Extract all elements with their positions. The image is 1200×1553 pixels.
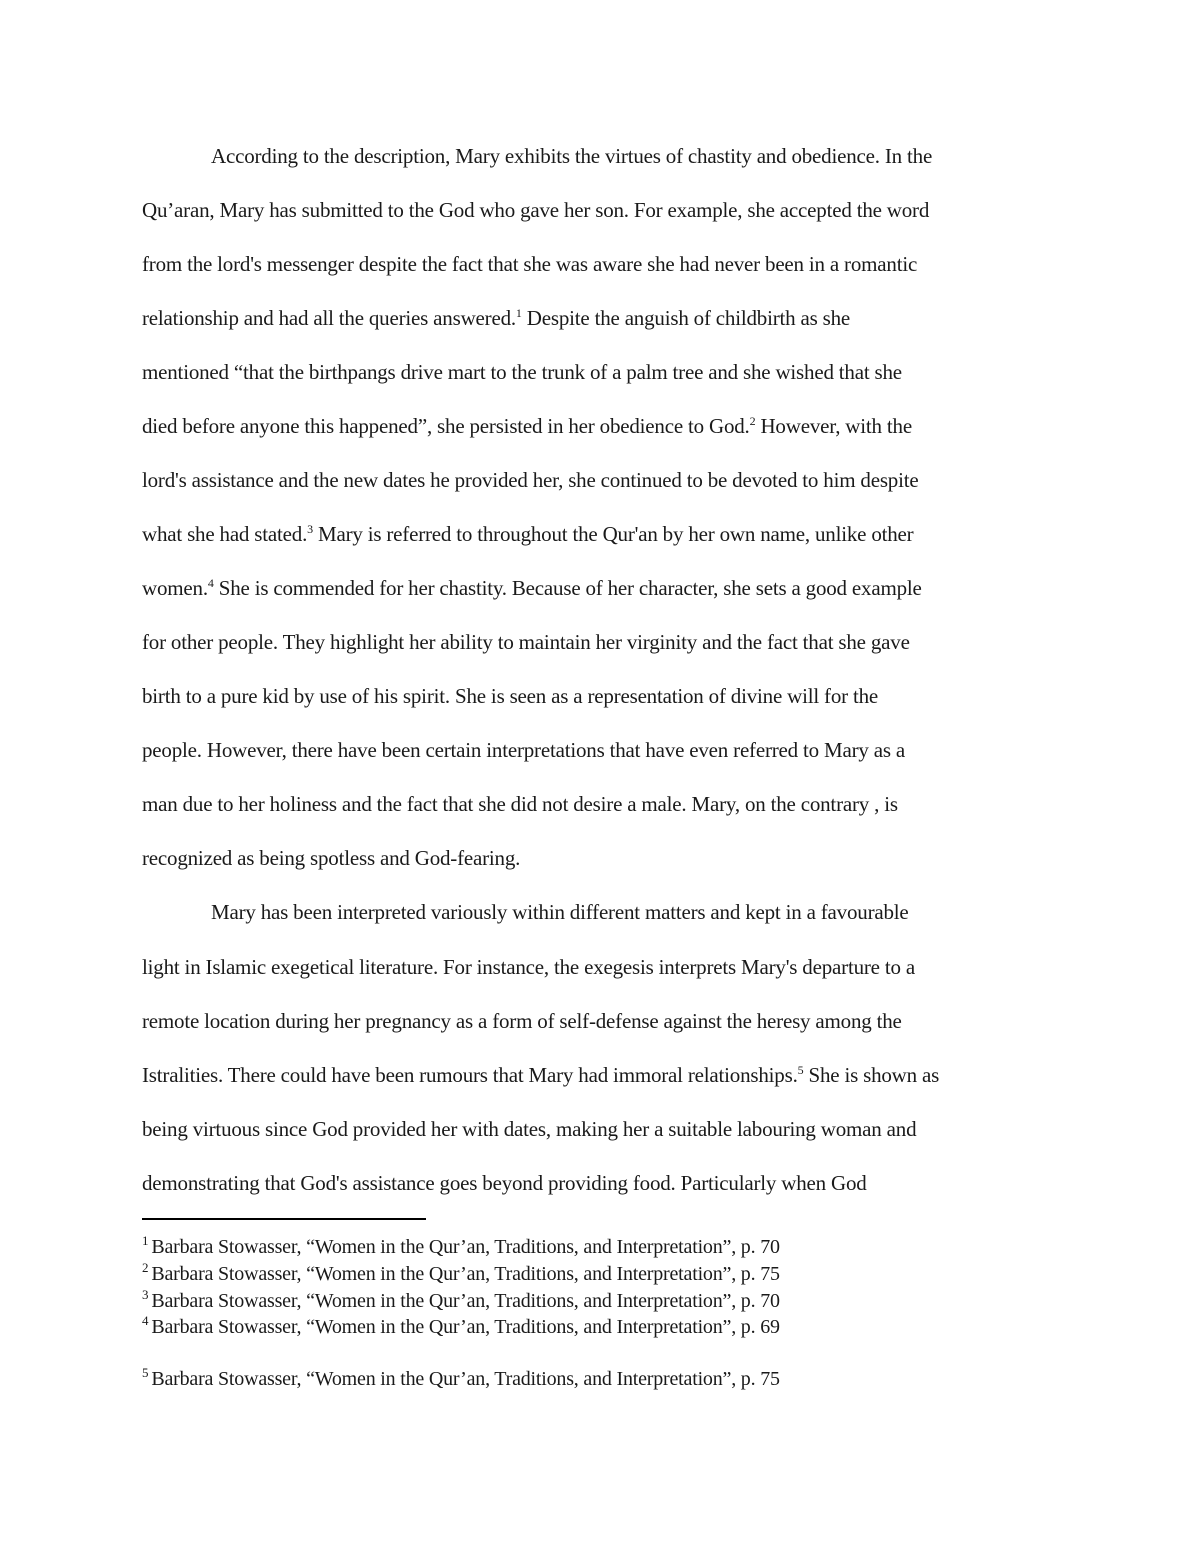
line-text: relationship and had all the queries answered. (142, 306, 516, 330)
paragraph-2-line-4 (142, 1062, 939, 1088)
paragraph-1-line-14: recognized as being spotless and God-fearing. (142, 846, 521, 870)
footnote-number: 4 (142, 1313, 149, 1329)
line-text: She is commended for her chastity. Because of her character, she sets a good example (213, 576, 922, 600)
line-text: women. (142, 576, 208, 600)
line-text: Istralities. There could have been rumours that Mary had immoral relationships. (142, 1063, 798, 1087)
footnote-separator (142, 1218, 426, 1220)
line-text: She is shown as (803, 1063, 940, 1087)
paragraph-1-line-10: for other people. They highlight her ability to maintain her virginity and the fact that she gave (142, 630, 910, 654)
footnote-reference-2[interactable]: 2 (749, 414, 756, 428)
footnote-5 (142, 1367, 780, 1391)
paragraph-1-line-1: According to the description, Mary exhibits the virtues of chastity and obedience. In the (211, 144, 933, 168)
footnote-reference-4[interactable]: 4 (207, 576, 214, 590)
paragraph-1-line-7: lord's assistance and the new dates he provided her, she continued to be devoted to him despite (142, 468, 919, 492)
paragraph-2-line-5: being virtuous since God provided her with dates, making her a suitable labouring woman and (142, 1117, 917, 1141)
footnote-text: Barbara Stowasser, “Women in the Qur’an, Traditions, and Interpretation”, p. 75 (151, 1368, 780, 1390)
footnote-text: Barbara Stowasser, “Women in the Qur’an, Traditions, and Interpretation”, p. 69 (151, 1316, 780, 1338)
paragraph-2-line-6: demonstrating that God's assistance goes beyond providing food. Particularly when God (142, 1171, 867, 1195)
paragraph-1-line-12: people. However, there have been certain interpretations that have even referred to Mary as a (142, 738, 906, 762)
footnote-number: 1 (142, 1233, 149, 1249)
paragraph-1-line-4 (142, 305, 850, 331)
line-text: Mary is referred to throughout the Qur'an by her own name, unlike other (312, 522, 914, 546)
footnote-number: 3 (142, 1287, 149, 1303)
paragraph-1-line-6 (142, 413, 912, 439)
footnote-text: Barbara Stowasser, “Women in the Qur’an, Traditions, and Interpretation”, p. 75 (151, 1263, 780, 1285)
footnote-2 (142, 1262, 780, 1286)
paragraph-1-line-11: birth to a pure kid by use of his spirit. She is seen as a representation of divine will for the (142, 684, 879, 708)
footnote-4 (142, 1315, 780, 1339)
line-text: what she had stated. (142, 522, 308, 546)
footnote-text: Barbara Stowasser, “Women in the Qur’an, Traditions, and Interpretation”, p. 70 (151, 1290, 780, 1312)
footnote-text: Barbara Stowasser, “Women in the Qur’an, Traditions, and Interpretation”, p. 70 (151, 1236, 780, 1258)
footnote-reference-1[interactable]: 1 (515, 306, 522, 320)
footnote-reference-3[interactable]: 3 (307, 522, 313, 536)
paragraph-1-line-13: man due to her holiness and the fact that she did not desire a male. Mary, on the contrary , is (142, 792, 898, 816)
footnote-reference-5[interactable]: 5 (797, 1063, 804, 1077)
paragraph-2-line-2: light in Islamic exegetical literature. For instance, the exegesis interprets Mary's departure to a (142, 955, 915, 979)
footnote-3 (142, 1289, 780, 1313)
line-text: However, with the (755, 414, 912, 438)
paragraph-1-line-9 (142, 575, 922, 601)
paragraph-1-line-3: from the lord's messenger despite the fact that she was aware she had never been in a romantic (142, 252, 918, 276)
paragraph-1-line-8 (142, 521, 913, 547)
paragraph-2-line-1: Mary has been interpreted variously within different matters and kept in a favourable (211, 900, 909, 924)
paragraph-1-line-5: mentioned “that the birthpangs drive mart to the trunk of a palm tree and she wished that she (142, 360, 902, 384)
footnote-number: 5 (142, 1365, 149, 1381)
paragraph-1-line-2: Qu’aran, Mary has submitted to the God who gave her son. For example, she accepted the word (142, 198, 930, 222)
footnote-1 (142, 1235, 780, 1259)
footnote-number: 2 (142, 1260, 149, 1276)
line-text: died before anyone this happened”, she persisted in her obedience to God. (142, 414, 750, 438)
paragraph-2-line-3: remote location during her pregnancy as a form of self-defense against the heresy among the (142, 1009, 902, 1033)
line-text: Despite the anguish of childbirth as she (521, 306, 851, 330)
